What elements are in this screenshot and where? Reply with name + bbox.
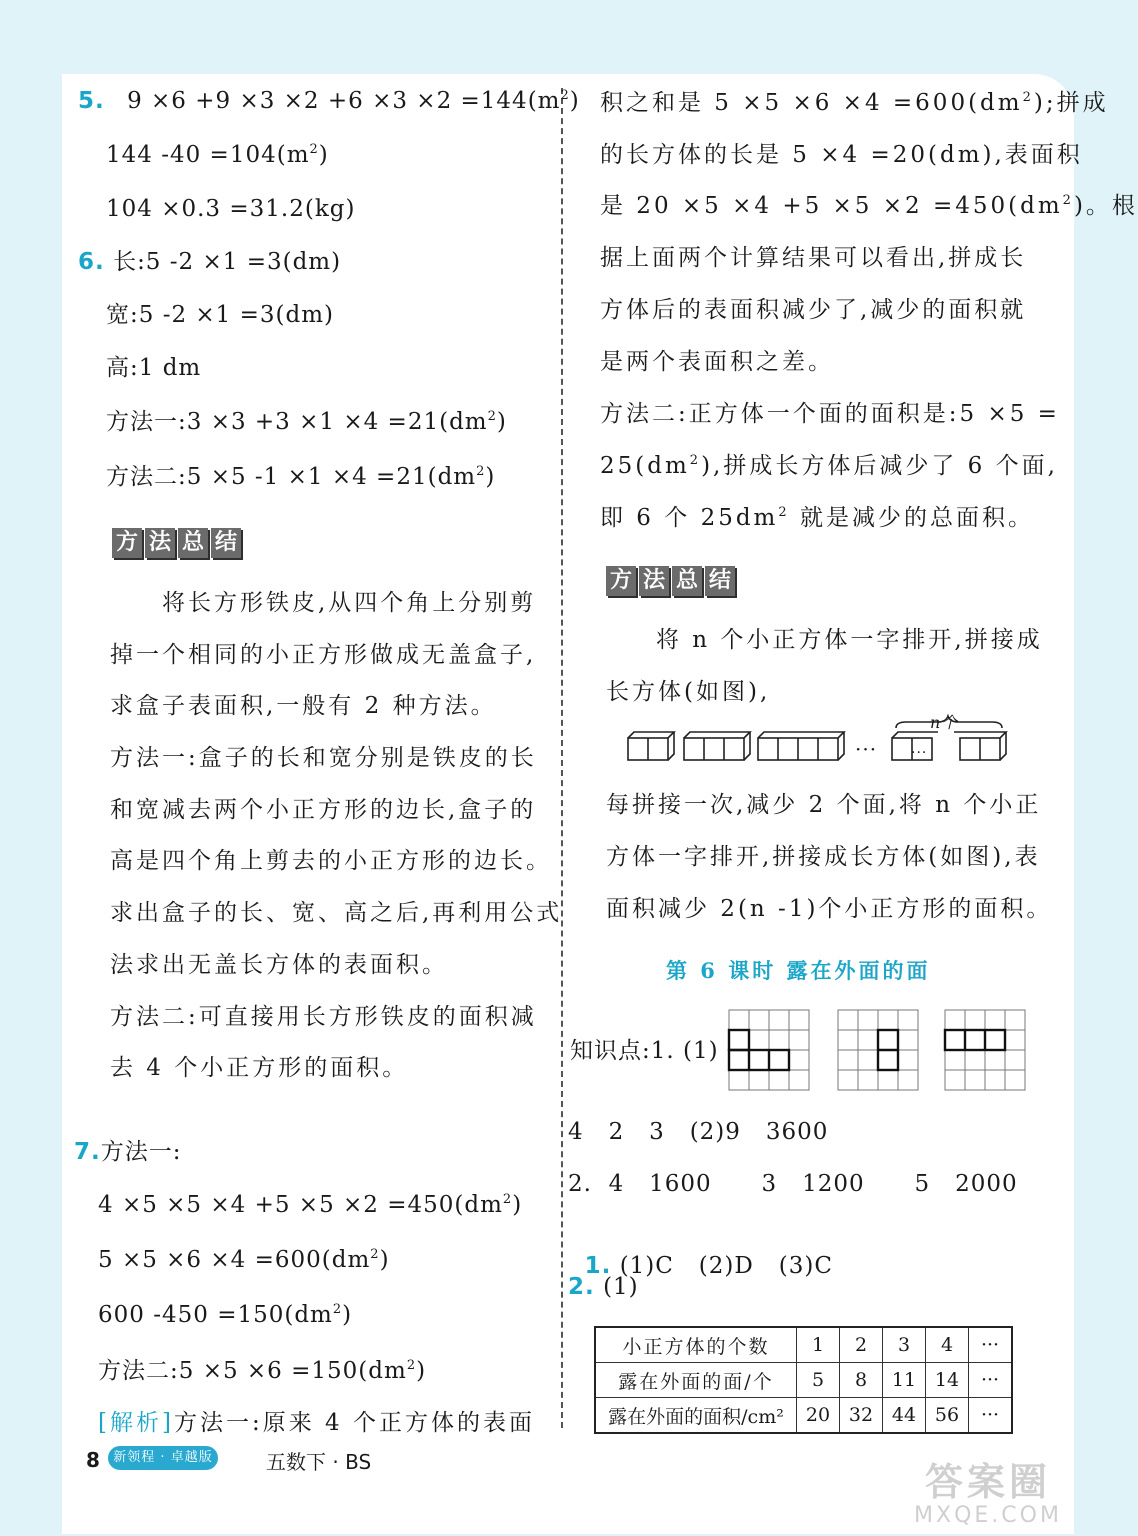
analysis-line: 是 $20 \times 5 \times 4 +5 \times 5 \times 2 =450(dm^2)$。根 xyxy=(600,193,1138,219)
section-title: 第 6 课时 露在外面的面 xyxy=(666,958,931,983)
q6-line-4: 方法一:3 $\times 3 +3 \times 1 \times 4 =21(dm^2)$ xyxy=(106,409,507,435)
summary2-line: 每拼接一次,减少 2 个面,将 n 个小正 xyxy=(606,792,1042,818)
table-row: 露在外面的面/个 5 8 11 14 ··· xyxy=(595,1363,1012,1398)
summary2-line: 将 n 个小正方体一字排开,拼接成 xyxy=(656,627,1043,653)
ellipsis-small: ··· xyxy=(911,745,928,761)
analysis-line: 即 6 个 $25dm^2$ 就是减少的总面积。 xyxy=(600,505,1034,531)
watermark: 答案圈 MXQE.COM xyxy=(914,1460,1062,1528)
grid-figure-3 xyxy=(944,1009,1028,1091)
analysis-line: 积之和是 $5 \times 5 \times 6 \times 4 =600(dm^2)$;拼成 xyxy=(600,90,1109,116)
q6-line-1: 6. 长:5 -2 ×1 =3(dm) xyxy=(78,249,342,275)
summary-line: 掉一个相同的小正方形做成无盖盒子, xyxy=(110,642,537,668)
summary-line: 去 4 个小正方形的面积。 xyxy=(110,1055,409,1081)
answer-line-1: 4 2 3 (2)9 3600 xyxy=(568,1119,829,1145)
answer-line-4: 2. (1) xyxy=(568,1274,639,1300)
q7-line-5: [解析]方法一:原来 4 个正方体的表面 xyxy=(98,1410,535,1436)
analysis-line: $25(dm^2)$,拼成长方体后减少了 6 个面, xyxy=(600,453,1058,479)
q6-line-5: 方法二:5 ×5 $-1 \times 1 \times 4 =21(dm^2)$ xyxy=(106,464,496,490)
method-summary-badge: 方 法 总 结 xyxy=(606,566,735,596)
q6-line-3: 高:1 dm xyxy=(106,355,202,381)
table-row: 露在外面的面积/cm² 20 32 44 56 ··· xyxy=(595,1398,1012,1434)
ellipsis: ··· xyxy=(855,737,878,761)
analysis-line: 是两个表面积之差。 xyxy=(600,349,834,375)
answer-line-2: 2. 4 1600 3 1200 5 2000 xyxy=(568,1171,1018,1197)
summary-line: 高是四个角上剪去的小正方形的边长。 xyxy=(110,848,552,874)
method-summary-badge: 方 法 总 结 xyxy=(112,528,241,558)
summary-line: 法求出无盖长方体的表面积。 xyxy=(110,952,448,978)
grid-figure-1 xyxy=(728,1009,812,1091)
q5-line-3: 104 ×0.3 =31.2(kg) xyxy=(106,196,356,222)
q5-line-2: 144 $-40 =104(m^2)$ xyxy=(106,142,329,168)
analysis-line: 的长方体的长是 5 ×4 =20(dm),表面积 xyxy=(600,142,1083,168)
summary2-line: 长方体(如图), xyxy=(606,679,771,705)
summary2-line: 方体一字排开,拼接成长方体(如图),表 xyxy=(606,844,1041,870)
column-divider xyxy=(561,88,563,1428)
analysis-line: 方体后的表面积减少了,减少的面积就 xyxy=(600,297,1027,323)
summary-line: 求盒子表面积,一般有 2 种方法。 xyxy=(110,693,497,719)
answer-line-3: 1. (1)C (2)D (3)C xyxy=(584,1253,833,1279)
q7-line-3: 600 $-450 =150(dm^2)$ xyxy=(98,1302,353,1328)
summary-line: 方法一:盒子的长和宽分别是铁皮的长 xyxy=(110,745,537,771)
q6-line-2: 宽:5 -2 ×1 =3(dm) xyxy=(106,302,335,328)
summary-line: 将长方形铁皮,从四个角上分别剪 xyxy=(162,590,537,616)
grid-figure-2 xyxy=(837,1009,921,1091)
table-row: 小正方体的个数 1 2 3 4 ··· xyxy=(595,1327,1012,1363)
analysis-line: 方法二:正方体一个面的面积是:5 ×5 = xyxy=(600,401,1060,427)
analysis-line: 据上面两个计算结果可以看出,拼成长 xyxy=(600,245,1027,271)
knowledge-point-label: 知识点:1. (1) xyxy=(570,1038,719,1064)
grade-label: 五数下 · BS xyxy=(266,1450,372,1474)
summary-line: 和宽减去两个小正方形的边长,盒子的 xyxy=(110,797,537,823)
q7-line-2: $5 \times 5 \times 6 \times 4 =600(dm^2)$ xyxy=(98,1247,390,1273)
page-number: 8 xyxy=(86,1448,100,1472)
n-label: n个 xyxy=(930,713,959,732)
summary-line: 求出盒子的长、宽、高之后,再利用公式 xyxy=(110,900,563,926)
cube-count-table xyxy=(594,1326,1013,1434)
q7-line-4: 方法二:5 $\times 5 \times 6 =150(dm^2)$ xyxy=(98,1358,427,1384)
q5-line-1: 5. $9 \times 6 +9 \times 3 \times 2 +6 \times 3 \times 2 =144(m^2)$ xyxy=(78,88,580,114)
brand-badge: 新领程 · 卓越版 xyxy=(108,1446,218,1470)
summary-line: 方法二:可直接用长方形铁皮的面积减 xyxy=(110,1004,537,1030)
q7-line-1: $4 \times 5 \times 5 \times 4 +5 \times 5 \times 2 =450(dm^2)$ xyxy=(98,1192,523,1218)
q7-line-0: 7.方法一: xyxy=(74,1139,182,1165)
summary2-line: 面积减少 2(n -1)个小正方形的面积。 xyxy=(606,896,1053,922)
